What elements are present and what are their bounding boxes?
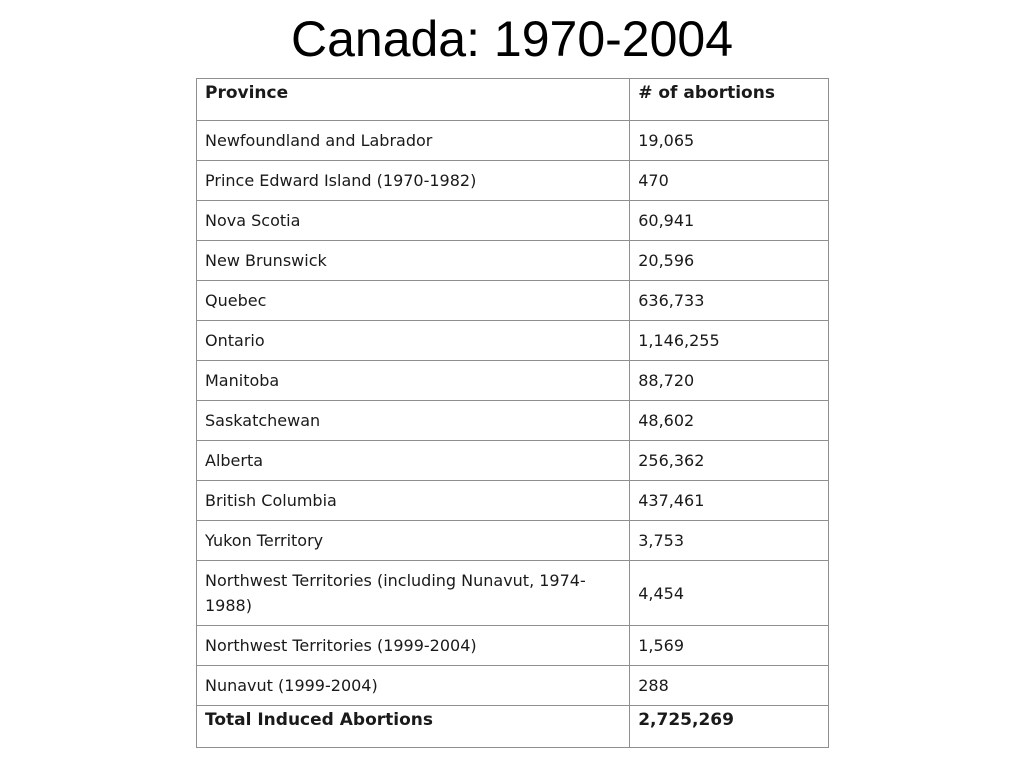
province-cell: Nova Scotia xyxy=(197,201,630,241)
table-row xyxy=(197,666,829,706)
table-row xyxy=(197,481,829,521)
province-cell: Quebec xyxy=(197,281,630,321)
province-cell: Newfoundland and Labrador xyxy=(197,121,630,161)
count-cell: 19,065 xyxy=(630,121,829,161)
abortions-by-province-table xyxy=(196,78,829,748)
province-cell: British Columbia xyxy=(197,481,630,521)
province-cell: Ontario xyxy=(197,321,630,361)
table-row xyxy=(197,521,829,561)
total-row xyxy=(197,706,829,748)
count-cell: 256,362 xyxy=(630,441,829,481)
province-cell: Northwest Territories (including Nunavut, 1974-1988) xyxy=(197,561,630,626)
table-row xyxy=(197,241,829,281)
province-cell: Nunavut (1999-2004) xyxy=(197,666,630,706)
total-label: Total Induced Abortions xyxy=(197,706,630,748)
province-cell: Prince Edward Island (1970-1982) xyxy=(197,161,630,201)
province-cell: New Brunswick xyxy=(197,241,630,281)
count-cell: 60,941 xyxy=(630,201,829,241)
count-cell: 636,733 xyxy=(630,281,829,321)
province-cell: Saskatchewan xyxy=(197,401,630,441)
table-row xyxy=(197,441,829,481)
count-cell: 437,461 xyxy=(630,481,829,521)
table-row xyxy=(197,401,829,441)
province-cell: Yukon Territory xyxy=(197,521,630,561)
slide-title: Canada: 1970-2004 xyxy=(290,11,734,67)
table-row xyxy=(197,201,829,241)
table-row xyxy=(197,626,829,666)
header-province: Province xyxy=(197,79,630,121)
count-cell: 288 xyxy=(630,666,829,706)
province-cell: Alberta xyxy=(197,441,630,481)
table-row xyxy=(197,121,829,161)
count-cell: 470 xyxy=(630,161,829,201)
table-row xyxy=(197,361,829,401)
count-cell: 1,569 xyxy=(630,626,829,666)
count-cell: 20,596 xyxy=(630,241,829,281)
count-cell: 4,454 xyxy=(630,561,829,626)
province-cell: Northwest Territories (1999-2004) xyxy=(197,626,630,666)
province-cell: Manitoba xyxy=(197,361,630,401)
table-row xyxy=(197,281,829,321)
count-cell: 1,146,255 xyxy=(630,321,829,361)
count-cell: 88,720 xyxy=(630,361,829,401)
count-cell: 48,602 xyxy=(630,401,829,441)
table-row xyxy=(197,161,829,201)
header-abortion-count: # of abortions xyxy=(630,79,829,121)
table-header-row xyxy=(197,79,829,121)
table-row xyxy=(197,321,829,361)
total-value: 2,725,269 xyxy=(630,706,829,748)
table-row xyxy=(197,561,829,626)
count-cell: 3,753 xyxy=(630,521,829,561)
